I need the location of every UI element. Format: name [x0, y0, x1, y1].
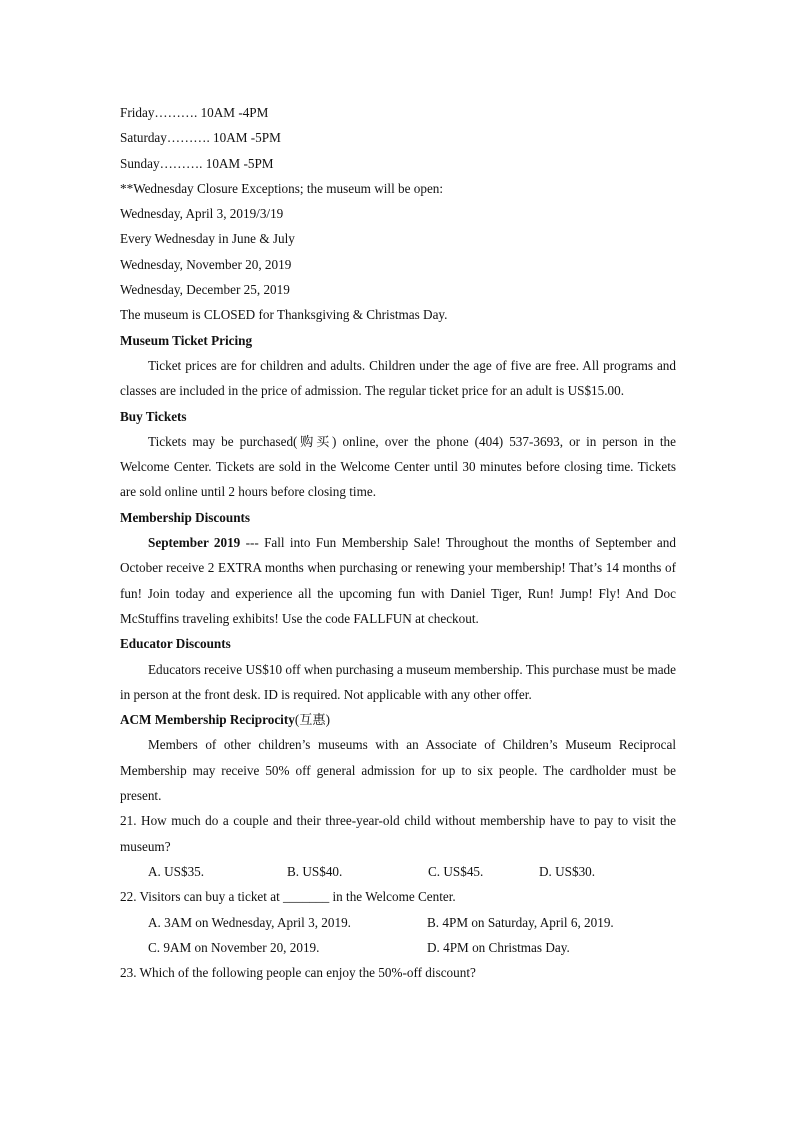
membership-lead: September 2019 [148, 535, 241, 551]
pricing-heading: Museum Ticket Pricing [120, 332, 253, 348]
hours-saturday: Saturday………. 10AM -5PM [120, 130, 281, 146]
question-21-options [120, 859, 676, 884]
exception-december: Wednesday, December 25, 2019 [120, 282, 290, 298]
exception-november: Wednesday, November 20, 2019 [120, 256, 292, 272]
buy-text: Tickets may be purchased(购买) online, over the phone (404) 537-3693, or in person in the Welcome Center. Tickets are sold in the Welcome Center until 30 minutes before closing time. Tickets are sold online until 2 hours before closing time. [120, 433, 676, 500]
question-22-options-row2 [120, 935, 676, 960]
acm-heading-line [120, 707, 676, 732]
membership-body: --- Fall into Fun Membership Sale! Throughout the months of September and October receive 2 EXTRA months when purchasing or renewing your membership! That’s 14 months of fun! Join today and experience all the upcoming fun with Daniel Tiger, Run! Jump! Fly! And Doc McStuffins traveling exhibits! Use the code FALLFUN at checkout. [120, 535, 676, 626]
acm-heading: ACM Membership Reciprocity [120, 712, 295, 728]
q21-option-a: A. US$35. [148, 863, 205, 879]
closed-note: The museum is CLOSED for Thanksgiving & Christmas Day. [120, 307, 448, 323]
q21-option-d: D. US$30. [539, 863, 596, 879]
question-23: 23. Which of the following people can enjoy the 50%-off discount? [120, 965, 476, 981]
exception-april: Wednesday, April 3, 2019/3/19 [120, 206, 284, 222]
document-page [120, 100, 676, 985]
buy-heading: Buy Tickets [120, 408, 187, 424]
membership-heading: Membership Discounts [120, 509, 251, 525]
hours-sunday: Sunday………. 10AM -5PM [120, 155, 274, 171]
question-22: 22. Visitors can buy a ticket at _______ in the Welcome Center. [120, 889, 456, 905]
question-22-options-row1 [120, 910, 676, 935]
question-21: 21. How much do a couple and their three-year-old child without membership have to pay to visit the museum? [120, 813, 676, 854]
pricing-text: Ticket prices are for children and adults. Children under the age of five are free. All programs and classes are included in the price of admission. The regular ticket price for an adult is US$15.00. [120, 357, 676, 399]
educator-heading: Educator Discounts [120, 636, 231, 652]
q22-option-c: C. 9AM on November 20, 2019. [148, 939, 320, 955]
acm-heading-suffix: (互惠) [294, 712, 330, 728]
acm-text: Members of other children’s museums with an Associate of Children’s Museum Reciprocal Membership may receive 50% off general admission for up to six people. The cardholder must be present. [120, 737, 676, 804]
wednesday-exceptions-note: **Wednesday Closure Exceptions; the museum will be open: [120, 180, 444, 196]
membership-text [120, 530, 676, 631]
exception-june-july: Every Wednesday in June & July [120, 231, 295, 247]
q21-option-b: B. US$40. [287, 863, 343, 879]
q22-option-b: B. 4PM on Saturday, April 6, 2019. [427, 914, 614, 930]
q22-option-a: A. 3AM on Wednesday, April 3, 2019. [148, 914, 351, 930]
q22-option-d: D. 4PM on Christmas Day. [427, 939, 570, 955]
hours-friday: Friday………. 10AM -4PM [120, 105, 269, 120]
educator-text: Educators receive US$10 off when purchasing a museum membership. This purchase must be made in person at the front desk. ID is required. Not applicable with any other offer. [120, 661, 676, 702]
q21-option-c: C. US$45. [428, 863, 484, 879]
